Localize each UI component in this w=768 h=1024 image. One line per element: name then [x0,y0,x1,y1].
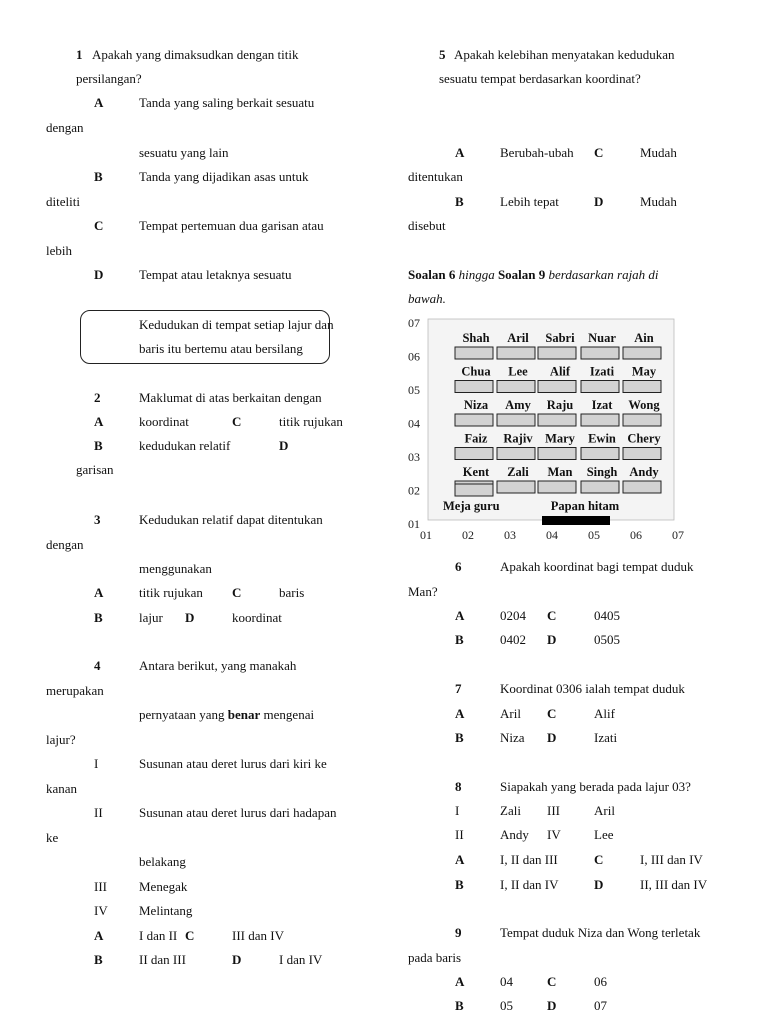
q2-option-c-text: titik rujukan [279,414,343,429]
q8-number: 8 [455,779,462,794]
student-name: Andy [629,465,659,479]
q9-stem-wrap: pada baris [408,950,462,965]
q4-roman-3: III [94,879,107,894]
q7-stem: Koordinat 0306 ialah tempat duduk [500,681,685,696]
q8-roman-3: III [547,803,560,818]
q4-roman-2-cont: belakang [139,854,186,869]
q6-option-d-text: 0505 [594,632,620,647]
blackboard-label: Papan hitam [550,499,620,513]
student-name: Aril [507,331,529,345]
student-name: Man [547,465,573,479]
x-axis-label: 01 [420,528,432,542]
student-desk [497,448,535,460]
q5-stem-line1: Apakah kelebihan menyatakan kedudukan [454,47,675,62]
q4-roman-2: II [94,805,103,820]
q5-option-a-text: Berubah-ubah [500,145,574,160]
q4-roman-1-wrap: kanan [46,781,78,796]
q8-roman-1: I [455,803,460,818]
q6-option-a-letter: A [455,608,465,623]
q3-stem-wrap: dengan [46,537,84,552]
q4-stem-cont-pre: pernyataan yang [139,707,228,722]
q8-option-a-letter: A [455,852,465,867]
student-name: Izat [591,398,613,412]
q4-option-a-letter: A [94,928,104,943]
q4-option-c-text: III dan IV [232,928,284,943]
q4-roman-4-text: Melintang [139,903,193,918]
q2-number: 2 [94,390,101,405]
seating-plan-diagram [407,313,689,545]
student-desk [623,448,661,460]
q7-option-c-text: Alif [594,706,615,721]
q8-roman-2-text: Andy [500,827,529,842]
q1-option-c-wrap: lebih [46,243,72,258]
q1-number: 1 [76,47,83,62]
q8-roman-3-text: Aril [594,803,615,818]
student-name: Izati [589,364,615,379]
student-desk [538,481,576,493]
q2-option-a-letter: A [94,414,104,429]
student-name: Ain [634,331,654,345]
student-desk [538,381,576,393]
q4-number: 4 [94,658,101,673]
student-desk [581,381,619,393]
q4-option-d-letter: D [232,952,242,967]
q9-option-c-text: 06 [594,974,607,989]
y-axis-label: 05 [408,383,420,397]
student-desk [497,414,535,426]
student-desk [623,414,661,426]
q9-option-c-letter: C [547,974,557,989]
student-desk [581,448,619,460]
student-name: Nuar [588,331,616,345]
q5-option-b-text: Lebih tepat [500,194,559,209]
q4-stem-wrap2: lajur? [46,732,76,747]
student-name: Sabri [545,331,575,345]
student-name: Niza [463,398,489,412]
student-name: Lee [508,364,528,379]
q9-number: 9 [455,925,462,940]
q4-stem-cont [139,707,314,723]
q4-roman-1-text: Susunan atau deret lurus dari kiri ke [139,756,327,771]
student-name: Shah [462,331,490,345]
q9-stem: Tempat duduk Niza dan Wong terletak [500,925,701,940]
x-axis-label: 02 [462,528,474,542]
y-axis-label: 04 [408,416,420,431]
q1-option-d-text: Tempat atau letaknya sesuatu [139,267,292,282]
q1-option-a-letter: A [94,95,104,110]
q8-roman-4-text: Lee [594,827,614,842]
q4-roman-1: I [94,756,99,771]
q4-option-d-text: I dan IV [279,952,323,967]
q3-option-d-text: koordinat [232,610,282,625]
section-heading-rest: berdasarkan rajah di [545,267,659,282]
student-desk [581,347,619,359]
q1-option-c-text: Tempat pertemuan dua garisan atau [139,218,324,233]
student-name: Chery [627,431,661,446]
info-box-line2: baris itu bertemu atau bersilang [139,341,303,356]
q6-number: 6 [455,559,462,574]
student-name: Alif [549,364,571,379]
q1-option-a-text: Tanda yang saling berkait sesuatu [139,95,315,110]
q3-number: 3 [94,512,101,527]
y-axis-label: 03 [408,450,420,464]
q6-option-d-letter: D [547,632,557,647]
q2-option-a-text: koordinat [139,414,189,429]
q7-option-b-text: Niza [500,730,525,745]
student-name: Faiz [464,431,488,446]
q5-option-c-letter: C [594,145,604,160]
student-desk [581,414,619,426]
q4-roman-2-wrap: ke [46,830,59,845]
q1-option-a-cont: sesuatu yang lain [139,145,229,160]
x-axis-label: 06 [630,528,642,542]
q2-option-c-letter: C [232,414,242,429]
q7-number: 7 [455,681,462,696]
q1-option-a-wrap: dengan [46,120,84,135]
q4-roman-3-text: Menegak [139,879,188,894]
q1-stem-line2: persilangan? [76,71,142,86]
student-name: May [631,364,657,379]
q3-option-a-text: titik rujukan [139,585,203,600]
q1-option-c-letter: C [94,218,104,233]
section-heading-hingga: hingga [455,267,498,282]
q5-option-b-letter: B [455,194,464,209]
x-axis-label: 05 [588,528,600,542]
info-box-line1: Kedudukan di tempat setiap lajur dan [139,317,334,332]
q3-option-c-text: baris [279,585,305,600]
q3-stem-cont: menggunakan [139,561,212,576]
x-axis-label: 07 [672,528,684,542]
q3-option-b-letter: B [94,610,103,625]
student-desk [455,448,493,460]
q9-option-a-text: 04 [500,974,513,989]
student-name: Zali [507,465,529,479]
q4-stem-wrap: merupakan [46,683,104,698]
student-name: Kent [462,465,490,479]
q6-option-c-text: 0405 [594,608,620,623]
student-name: Rajiv [503,431,533,446]
section-heading-to: Soalan 9 [497,267,546,282]
q3-option-d-letter: D [185,610,195,625]
q1-option-d-letter: D [94,267,104,282]
q3-option-b-text: lajur [139,610,163,625]
student-desk [538,347,576,359]
student-desk [623,381,661,393]
q8-roman-4: IV [547,827,561,842]
q3-stem: Kedudukan relatif dapat ditentukan [139,512,323,527]
q5-option-a-letter: A [455,145,465,160]
q9-option-b-text: 05 [500,998,513,1013]
section-heading-line2: bawah. [408,291,446,306]
y-axis-label: 02 [408,483,420,498]
student-desk [538,448,576,460]
q8-option-d-text: II, III dan IV [640,877,708,892]
q8-stem: Siapakah yang berada pada lajur 03? [500,779,691,794]
q1-option-b-wrap: diteliti [46,194,80,209]
section-heading-from: Soalan 6 [408,267,456,282]
student-desk [455,414,493,426]
student-name: Singh [586,465,618,479]
q7-option-c-letter: C [547,706,557,721]
q4-option-a-text: I dan II [139,928,178,943]
q1-option-b-text: Tanda yang dijadikan asas untuk [139,169,309,184]
y-axis-label: 06 [408,349,420,364]
q5-stem-line2: sesuatu tempat berdasarkan koordinat? [439,71,641,86]
student-desk [455,381,493,393]
student-desk [538,414,576,426]
q2-option-d-letter: D [279,438,289,453]
student-name: Ewin [588,431,616,446]
q6-option-c-letter: C [547,608,557,623]
student-name: Amy [505,398,531,412]
y-axis-label: 01 [408,517,420,531]
q8-option-c-letter: C [594,852,604,867]
q5-option-d-wrap: disebut [408,218,446,233]
x-axis-label: 03 [504,528,516,542]
q2-stem: Maklumat di atas berkaitan dengan [139,390,322,405]
q8-option-c-text: I, III dan IV [640,852,703,867]
student-desk [581,481,619,493]
q4-option-b-text: II dan III [139,952,186,967]
q2-option-d-text: garisan [76,462,114,477]
q3-option-c-letter: C [232,585,242,600]
q1-option-b-letter: B [94,169,103,184]
blackboard [542,516,610,525]
q6-stem: Apakah koordinat bagi tempat duduk [500,559,694,574]
q7-option-d-letter: D [547,730,557,745]
q6-option-b-letter: B [455,632,464,647]
q8-roman-2: II [455,827,464,842]
student-desk [623,347,661,359]
q9-option-d-letter: D [547,998,557,1013]
q6-option-b-text: 0402 [500,632,526,647]
q9-option-b-letter: B [455,998,464,1013]
q2-option-b-text: kedudukan relatif [139,438,231,453]
student-desk [497,381,535,393]
q7-option-a-letter: A [455,706,465,721]
student-desk [497,481,535,493]
q2-option-b-letter: B [94,438,103,453]
q5-option-d-text: Mudah [640,194,677,209]
q6-stem-wrap: Man? [408,584,438,599]
q9-option-a-letter: A [455,974,465,989]
q8-option-a-text: I, II dan III [500,852,558,867]
q8-roman-1-text: Zali [500,803,521,818]
section-heading-line1 [408,267,659,283]
teacher-desk [455,484,493,496]
teacher-desk-label: Meja guru [443,499,500,513]
y-axis-label: 07 [408,316,420,330]
q4-option-b-letter: B [94,952,103,967]
student-desk [455,347,493,359]
x-axis-label: 04 [546,528,558,542]
q7-option-b-letter: B [455,730,464,745]
q8-option-b-letter: B [455,877,464,892]
q4-roman-4: IV [94,903,108,918]
q5-option-c-wrap: ditentukan [408,169,463,184]
student-desk [623,481,661,493]
q4-stem-cont-post: mengenai [260,707,315,722]
q1-stem-line1: Apakah yang dimaksudkan dengan titik [92,47,299,62]
student-name: Raju [546,398,574,412]
q6-option-a-text: 0204 [500,608,526,623]
q4-stem-bold-word: benar [227,707,261,722]
q3-option-a-letter: A [94,585,104,600]
student-name: Chua [461,364,491,379]
student-desk [497,347,535,359]
q4-option-c-letter: C [185,928,195,943]
q5-number: 5 [439,47,446,62]
q5-option-d-letter: D [594,194,604,209]
q7-option-a-text: Aril [500,706,521,721]
q9-option-d-text: 07 [594,998,607,1013]
q5-option-c-text: Mudah [640,145,677,160]
q8-option-b-text: I, II dan IV [500,877,559,892]
q8-option-d-letter: D [594,877,604,892]
q4-roman-2-text: Susunan atau deret lurus dari hadapan [139,805,337,820]
q4-stem: Antara berikut, yang manakah [139,658,297,673]
student-name: Mary [545,431,575,446]
q7-option-d-text: Izati [594,730,618,745]
student-name: Wong [628,398,660,412]
